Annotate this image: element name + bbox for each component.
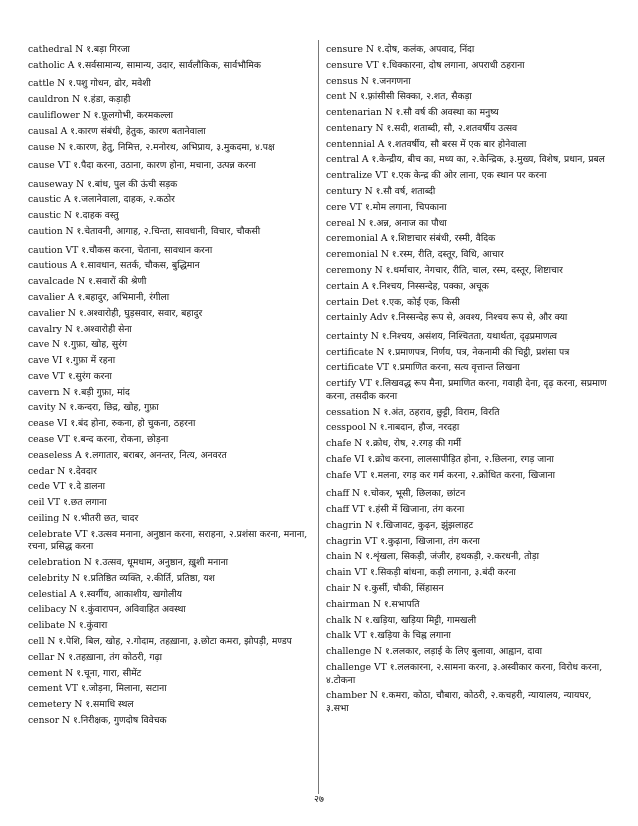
dictionary-entry: cesspool N १.नाबदान, हौज, नरदहा [326, 422, 460, 434]
dictionary-entry: ceaseless A १.लगातार, बराबर, अनन्तर, नित्य, अनवरत [28, 449, 227, 461]
dictionary-entry: ceremonial A १.शिष्टाचार संबंधी, रस्मी, वैदिक [326, 233, 496, 245]
dictionary-entry: century N १.सौ वर्ष, शताब्दी [326, 186, 436, 198]
dictionary-entry: centralize VT १.एक केन्द्र की ओर लाना, एक स्थान पर करना [326, 170, 547, 182]
dictionary-entry: cauliflower N १.फ़ूलगोभी, करमकल्ला [28, 109, 174, 121]
dictionary-entry: certificate VT १.प्रमाणित करना, सत्य वृत्तान्त लिखना [326, 362, 520, 374]
dictionary-entry: cave N १.गुफ़ा, खोह, सुरंग [28, 339, 128, 351]
dictionary-entry: cavalcade N १.सवारों की श्रेणी [28, 276, 147, 288]
page-number: २७ [314, 794, 324, 805]
dictionary-entry: cavalry N १.अश्वारोही सेना [28, 323, 132, 335]
dictionary-entry: celibacy N १.कुंवारापन, अविवाहित अवस्था [28, 604, 186, 616]
dictionary-entry: caution VT १.चौकस करना, चेताना, सावधान करना [28, 244, 213, 256]
dictionary-entry: ceremony N १.धर्माचार, नेगचार, रीति, चाल, रस्म, दस्तूर, शिष्टाचार [326, 264, 563, 276]
dictionary-entry: cavern N १.बड़ी गुफ़ा, मांद [28, 386, 130, 398]
dictionary-entry: celebrate VT १.उत्सव मनाना, अनुष्ठान करना, सराहना, २.प्रशंसा करना, मनाना, रचना, प्रसिद्ध करना [28, 528, 308, 553]
dictionary-entry: chalk VT १.खड़िया के चिह्न लगाना [326, 630, 451, 642]
right-column [326, 44, 610, 719]
dictionary-entry: cave VT १.सुरंग करना [28, 370, 112, 382]
dictionary-entry: cement N १.चूना, गारा, सीमेंट [28, 667, 142, 679]
dictionary-entry: certain A १.निश्चय, निस्सन्देह, पक्का, अचूक [326, 280, 489, 292]
dictionary-entry: cause VT १.पैदा करना, उठाना, कारण होना, मचाना, उत्पन्न करना [28, 160, 256, 172]
dictionary-entry: chamber N १.कमरा, कोठा, चौबारा, कोठरी, २.कचहरी, न्यायालय, न्यायघर, ३.सभा [326, 690, 592, 714]
dictionary-entry: cellar N १.तहख़ाना, तंग कोठरी, गढ़ा [28, 651, 163, 663]
dictionary-entry: chafe VI १.क्रोध करना, लालसापीड़ित होना, २.छिलना, रगड़ जाना [326, 453, 554, 465]
dictionary-entry: causal A १.कारण संबंधी, हेतुक, कारण बतानेवाला [28, 125, 206, 137]
dictionary-entry: ceil VT १.छत लगाना [28, 497, 107, 509]
dictionary-entry: cessation N १.अंत, ठहराव, छुट्टी, विराम, विरति [326, 406, 500, 418]
dictionary-entry: certain Det १.एक, कोई एक, किसी [326, 296, 460, 308]
dictionary-entry: cereal N १.अन्न, अनाज का पौधा [326, 217, 447, 229]
dictionary-entry: cavalier A १.बहादुर, अभिमानी, रंगीला [28, 291, 170, 303]
dictionary-entry: centennial A १.शतवर्षीय, सौ बरस में एक बार होनेवाला [326, 138, 527, 150]
dictionary-entry: caustic N १.दाहक वस्तु [28, 210, 119, 222]
dictionary-entry: cauldron N १.हंडा, कड़ाही [28, 94, 131, 106]
dictionary-entry: chair N १.कुर्सी, चौकी, सिंहासन [326, 583, 444, 594]
dictionary-entry: chafe VT १.मलना, रगड़ कर गर्म करना, २.क्रोधित करना, खिजाना [326, 469, 555, 481]
dictionary-entry: ceremonial N १.रस्म, रीति, दस्तूर, विधि, आचार [326, 249, 504, 261]
dictionary-entry: cement VT १.जोड़ना, मिलाना, सटाना [28, 683, 167, 695]
dictionary-entry: cemetery N १.समाधि स्थल [28, 699, 134, 711]
dictionary-entry: centenarian N १.सौ वर्ष की अवस्था का मनुष्य [326, 107, 499, 119]
dictionary-entry: caution N १.चेतावनी, आगाह, २.चिन्ता, सावधानी, विचार, चौकसी [28, 226, 261, 238]
dictionary-entry: ceiling N १.भीतरी छत, चादर [28, 512, 139, 524]
dictionary-entry: chain VT १.सिकड़ी बांधना, कड़ी लगाना, ३.बंदी करना [326, 567, 516, 579]
dictionary-entry: cede VT १.दे डालना [28, 481, 106, 493]
dictionary-entry: certify VT १.लिखवद्ध रूप मैना, प्रमाणित करना, गवाही देना, दृढ़ करना, सप्रमाण करना, तसदीक करना [326, 378, 607, 402]
dictionary-entry: catholic A १.सर्वसामान्य, सामान्य, उदार, सार्वलौकिक, सार्वभौमिक [28, 59, 261, 71]
dictionary-entry: cent N १.फ़्रांसीसी सिक्का, २.शत, सैकड़ा [326, 91, 472, 103]
dictionary-entry: chairman N १.सभापति [326, 598, 420, 610]
left-column [28, 44, 312, 731]
dictionary-entry: chaff N १.चोकर, भूसी, छिलका, छांटन [326, 488, 466, 500]
dictionary-entry: certainly Adv १.निस्सन्देह रूप से, अवश्य, निश्चय रूप से, और क्या [326, 312, 568, 324]
dictionary-entry: celebration N १.उत्सव, धूमधाम, अनुष्ठान, ख़ुशी मनाना [28, 557, 229, 569]
dictionary-entry: cavity N १.कन्दरा, छिद्र, खोह, गुफ़ा [28, 402, 159, 414]
dictionary-entry: cave VI १.गुफ़ा में रहना [28, 355, 116, 367]
dictionary-entry: chagrin N १.खिजावट, कुढ़न, झुंझलाहट [326, 519, 474, 531]
dictionary-entry: cause N १.कारण, हेतु, निमित्त, २.मनोरथ, अभिप्राय, ३.मुकदमा, ४.पक्ष [28, 141, 275, 153]
dictionary-entry: celebrity N १.प्रतिष्ठित व्यक्ति, २.कीर्ति, प्रतिष्ठा, यश [28, 572, 215, 584]
dictionary-entry: cease VT १.बन्द करना, रोकना, छोड़ना [28, 434, 169, 445]
dictionary-entry: chaff VT १.हंसी में खिजाना, तंग करना [326, 504, 465, 516]
dictionary-entry: central A १.केन्द्रीय, बीच का, मध्य का, २.केन्द्रिक, ३.मुख्य, विशेष, प्रधान, प्रबल [326, 154, 605, 166]
dictionary-entry: cattle N १.पशु गोधन, ढोर, मवेशी [28, 78, 151, 90]
dictionary-entry: celibate N १.कुंवारा [28, 620, 108, 632]
dictionary-entry: censure VT १.धिक्कारना, दोष लगाना, अपराधी ठहराना [326, 59, 525, 71]
dictionary-entry: certainty N १.निश्चय, असंशय, निश्चितता, यथार्थता, दृढ़प्रमाणत्व [326, 330, 558, 342]
column-divider [318, 40, 319, 794]
dictionary-entry: cere VT १.मोम लगाना, चिपकाना [326, 201, 447, 213]
dictionary-entry: chalk N १.खड़िया, खड़िया मिट्टी, गामखली [326, 614, 477, 626]
dictionary-entry: censure N १.दोष, कलंक, अपवाद, निंदा [326, 44, 475, 55]
dictionary-entry: challenge VT १.ललकारना, २.सामना करना, ३.अस्वीकार करना, विरोध करना, ४.टोकना [326, 661, 603, 686]
dictionary-entry: certificate N १.प्रमाणपत्र, निर्णय, पत्र, नेकनामी की चिट्ठी, प्रशंसा पत्र [326, 346, 570, 358]
dictionary-entry: census N १.जनगणना [326, 75, 411, 87]
dictionary-entry: cell N १.पेशि, बिल, खोह, २.गोदाम, तहख़ाना, ३.छोटा कमरा, झोपड़ी, मण्डप [28, 635, 292, 647]
dictionary-entry: cedar N १.देवदार [28, 465, 97, 477]
dictionary-entry: censor N १.निरीक्षक, गुणदोष विवेचक [28, 714, 167, 726]
dictionary-entry: cathedral N १.बड़ा गिरजा [28, 44, 130, 55]
dictionary-entry: chafe N १.क्रोध, रोष, २.रगड़ की गर्मी [326, 438, 462, 450]
dictionary-entry: chain N १.शृंखला, सिकड़ी, जंजीर, हथकड़ी, २.करधनी, तोड़ा [326, 551, 540, 563]
dictionary-entry: celestial A १.स्वर्गीय, आकाशीय, खगोलीय [28, 588, 182, 600]
dictionary-entry: cease VI १.बंद होना, रुकना, हो चुकना, ठहरना [28, 418, 196, 430]
dictionary-entry: challenge N १.ललकार, लड़ाई के लिए बुलावा, आह्वान, दावा [326, 646, 543, 658]
dictionary-entry: centenary N १.सदी, शताब्दी, सौ, २.शतवर्षीय उत्सव [326, 122, 518, 134]
dictionary-entry: causeway N १.बांध, पुल की ऊंची सड़क [28, 178, 178, 190]
dictionary-entry: chagrin VT १.कुढ़ाना, खिजाना, तंग करना [326, 535, 480, 547]
dictionary-entry: caustic A १.जलानेवाला, दाहक, २.कठोर [28, 194, 175, 206]
dictionary-entry: cautious A १.सावधान, सतर्क, चौकस, बुद्धिमान [28, 260, 200, 272]
dictionary-entry: cavalier N १.अश्वारोही, घुड़सवार, सवार, बहादुर [28, 307, 203, 319]
